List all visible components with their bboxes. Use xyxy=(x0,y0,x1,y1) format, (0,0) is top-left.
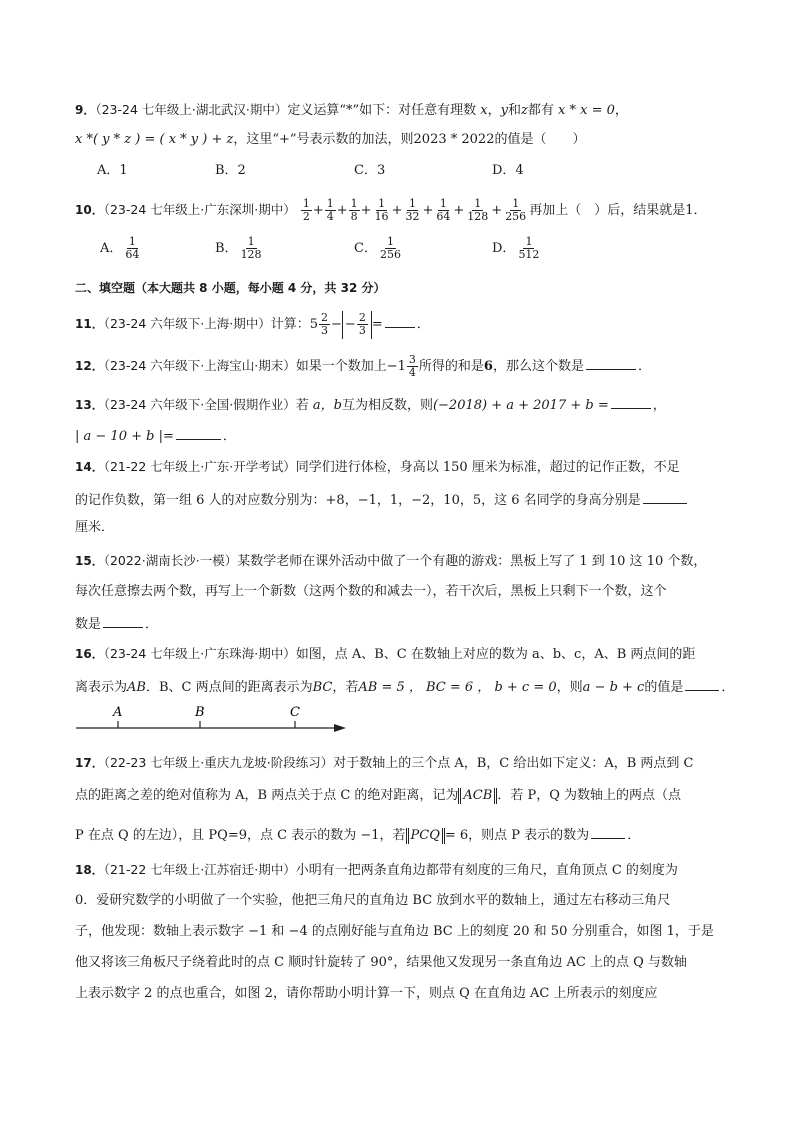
option-d[interactable]: D． $\frac{1}{512}$ xyxy=(492,235,540,261)
var-y: y xyxy=(500,103,509,118)
question-source: （23-24 六年级下·上海·期中） xyxy=(103,316,271,331)
answer-blank[interactable] xyxy=(611,395,651,409)
mixed-whole: −1 xyxy=(386,359,406,374)
q9-text2: 都有 xyxy=(527,103,554,118)
q9-text: 定义运算“*”如下：对任意有理数 xyxy=(287,103,477,118)
fraction: $\frac{1}{2}$ xyxy=(302,197,310,223)
fraction: $\frac{1}{128}$ xyxy=(467,197,489,223)
var-x: x xyxy=(480,103,488,118)
absolute-distance: PCQ xyxy=(406,828,445,844)
q17-line2 xyxy=(75,788,681,804)
expression: (−2018) + a + 2017 + b = xyxy=(432,398,609,413)
question-source: （22-23 七年级上·重庆九龙坡·阶段练习） xyxy=(103,755,334,770)
q17-line1 xyxy=(75,755,694,772)
question-number: 14． xyxy=(75,460,104,474)
absolute-value: − $\frac{2}{3}$ xyxy=(342,311,372,339)
fraction: $\frac{1}{64}$ xyxy=(436,197,451,223)
conditions: AB = 5 ， BC = 6 ， b + c = 0 xyxy=(358,680,557,695)
variables: a，b xyxy=(312,398,342,413)
answer-blank[interactable] xyxy=(586,356,636,370)
q18-line2: 0．爱研究数学的小明做了一个实验，他把三角尺的直角边 BC 放到水平的数轴上，通过左右移动三角尺 xyxy=(75,893,671,908)
fraction: $\frac{1}{32}$ xyxy=(405,197,420,223)
question-source: （23-24 七年级上·广东珠海·期中） xyxy=(103,646,296,661)
expression: 2023 * 2022 xyxy=(413,132,495,147)
fraction: $\frac{2}{3}$ xyxy=(321,311,328,337)
q15-line2: 每次任意擦去两个数，再写上一个新数（这两个数的和减去一），若干次后，黑板上只剩下一个数，这个 xyxy=(75,584,667,599)
answer-blank[interactable] xyxy=(176,426,221,440)
question-number: 11． xyxy=(75,317,104,331)
q14-text: 同学们进行体检，身高以 150 厘米为标准，超过的记作正数，不足 xyxy=(295,460,680,475)
q17-text: 点的距离之差的绝对值称为 A，B 两点关于点 C 的绝对距离，记为 xyxy=(75,788,459,803)
option-b[interactable]: B．2 xyxy=(215,163,246,178)
expression: a − b + c xyxy=(582,680,645,695)
q15-text: 某数学老师在课外活动中做了一个有趣的游戏：黑板上写了 1 到 10 这 10 个数， xyxy=(237,554,707,569)
answer-blank[interactable] xyxy=(591,825,625,839)
q12-text2: 所得的和是 xyxy=(418,359,484,374)
question-source: （21-22 七年级上·江苏宿迁·期中） xyxy=(103,862,296,877)
question-number: 18． xyxy=(75,863,104,877)
point-label-b: B xyxy=(195,705,205,720)
question-number: 12． xyxy=(75,359,104,373)
point-label-c: C xyxy=(290,705,300,720)
q11-line: 11．（23-24 六年级下·上海·期中）计算：5 $\frac{2}{3}$ − − $\frac{2}{3}$ = ． xyxy=(75,311,430,337)
question-number: 15． xyxy=(75,554,104,568)
q16-line1 xyxy=(75,646,695,663)
segment-bc: BC xyxy=(312,680,333,695)
q16-text: ，若 xyxy=(332,680,359,695)
q9-and: 和 xyxy=(508,103,522,118)
q18-line1 xyxy=(75,862,678,879)
q18-line4: 他又将该三角板尺子绕着此时的点 C 顺时针旋转了 90°，结果他又发现另一条直角边 AC 上的点 Q 与数轴 xyxy=(75,955,687,970)
q9-line2 xyxy=(75,132,585,148)
q13-line1: 13．（23-24 六年级下·全国·假期作业）若 a，b互为相反数，则(−2018) + a + 2017 + b = ， xyxy=(75,397,666,413)
q15-text: 数是 xyxy=(75,617,102,632)
q9-text3: ，这里“+”号表示数的加法，则 xyxy=(233,132,414,147)
q14-line2 xyxy=(75,490,689,509)
q12-text3: ，那么这个数是 xyxy=(492,359,584,374)
segment-ab: AB xyxy=(127,680,146,695)
fraction: $\frac{1}{16}$ xyxy=(374,197,389,223)
point-label-a: A xyxy=(113,705,123,720)
question-source: （2022·湖南长沙·一模） xyxy=(103,553,238,568)
q17-text: = 6，则点 P 表示的数为 xyxy=(444,828,590,843)
q17-text: ．若 P，Q 为数轴上的两点（点 xyxy=(497,788,681,803)
fraction: $\frac{1}{8}$ xyxy=(350,197,358,223)
question-source: （23-24 七年级上·湖北武汉·期中） xyxy=(95,102,288,117)
q10-line: 10．（23-24 七年级上·广东深圳·期中） $\frac{1}{2}$ + $\frac{1}{4}$ + $\frac{1}{8}$ + $\frac{1}{16}$ + $\frac{1}{32}$ + $\frac{1}{64}$ + $\frac{1}{128}$ + $\frac{1}{256}$ 再加上（ ）后，结果就是1． xyxy=(75,197,707,223)
fraction: $\frac{3}{4}$ xyxy=(408,353,416,379)
q18-line3: 子，他发现：数轴上表示数字 −1 和 −4 的点刚好能与直角边 BC 上的刻度 20 和 50 分别重合，如图 1，于是 xyxy=(75,924,714,939)
mixed-whole: 5 xyxy=(309,317,318,332)
q16-text: ．B、C 两点间的距离表示为 xyxy=(145,680,313,695)
q15-line3: 数是 ． xyxy=(75,614,158,633)
question-number: 13． xyxy=(75,398,104,412)
question-number: 16． xyxy=(75,647,104,661)
q12-line: 12．（23-24 六年级下·上海宝山·期末）如果一个数加上−1 $\frac{3}{4}$ 所得的和是6，那么这个数是 ． xyxy=(75,353,651,379)
expression: | a − 10 + b |= xyxy=(75,429,174,444)
number-line-figure xyxy=(70,700,360,740)
formula: x *( y * z ) = ( x * y ) + z xyxy=(75,132,234,147)
q16-text: 离表示为 xyxy=(75,680,128,695)
option-b[interactable]: B． $\frac{1}{128}$ xyxy=(215,235,262,261)
q9-line1: 9．（23-24 七年级上·湖北武汉·期中）定义运算“*”如下：对任意有理数 x，y和z都有 x * x = 0， xyxy=(75,102,628,118)
question-source: （23-24 七年级上·广东深圳·期中） xyxy=(103,202,296,217)
absolute-distance: ACB xyxy=(458,788,497,804)
section-heading: 二、填空题（本大题共 8 小题，每小题 4 分，共 32 分） xyxy=(75,281,386,295)
q15-line1 xyxy=(75,553,706,570)
answer-blank[interactable] xyxy=(643,490,687,504)
q9-text4: 的值是（ ） xyxy=(494,132,586,147)
q16-text: 的值是 xyxy=(644,680,684,695)
question-number: 17． xyxy=(75,756,104,770)
q17-text: P 在点 Q 的左边），且 PQ=9，点 C 表示的数为 −1，若 xyxy=(75,828,406,843)
fraction: $\frac{1}{256}$ xyxy=(505,197,527,223)
option-d[interactable]: D．4 xyxy=(492,163,524,178)
q18-line5: 上表示数字 2 的点也重合，如图 2，请你帮助小明计算一下，则点 Q 在直角边 AC 上所表示的刻度应 xyxy=(75,986,658,1001)
q13-text: 若 xyxy=(295,398,309,413)
question-source: （21-22 七年级上·广东·开学考试） xyxy=(103,459,296,474)
answer-blank[interactable] xyxy=(103,614,143,628)
q12-text: 如果一个数加上 xyxy=(295,359,387,374)
formula: x * x = 0 xyxy=(558,103,615,118)
question-number: 10． xyxy=(75,203,104,217)
q13-text2: 互为相反数，则 xyxy=(341,398,433,413)
question-number: 9． xyxy=(75,103,96,117)
question-source: （23-24 六年级下·上海宝山·期末） xyxy=(103,358,296,373)
answer-blank[interactable] xyxy=(385,314,415,328)
value: 6 xyxy=(483,359,493,374)
q16-line2: 离表示为AB．B、C 两点间的距离表示为BC，若AB = 5 ， BC = 6 ， b + c = 0，则a − b + c的值是 ． xyxy=(75,677,734,696)
option-a[interactable]: A．1 xyxy=(97,163,128,178)
arrow-icon xyxy=(334,724,346,732)
q14-line3: 厘米． xyxy=(75,520,115,535)
q13-line2: | a − 10 + b |= ． xyxy=(75,426,236,445)
q17-line3: P 在点 Q 的左边），且 PQ=9，点 C 表示的数为 −1，若 PCQ = 6，则点 P 表示的数为 ． xyxy=(75,825,640,844)
option-c[interactable]: C． $\frac{1}{256}$ xyxy=(354,235,401,261)
fraction: $\frac{1}{4}$ xyxy=(326,197,334,223)
q14-text: 的记作负数，第一组 6 人的对应数分别为：+8，−1，1，−2，10，5，这 6 名同学的身高分别是 xyxy=(75,493,641,508)
equals: = xyxy=(371,317,383,332)
option-c[interactable]: C．3 xyxy=(354,163,386,178)
question-source: （23-24 六年级下·全国·假期作业） xyxy=(103,397,296,412)
var-z: z xyxy=(521,103,528,118)
q16-text: 如图，点 A、B、C 在数轴上对应的数为 a、b、c，A、B 两点间的距 xyxy=(295,647,696,662)
q17-text: 对于数轴上的三个点 A，B，C 给出如下定义：A，B 两点到 C xyxy=(333,756,694,771)
answer-blank[interactable] xyxy=(685,677,719,691)
q14-line1 xyxy=(75,459,680,476)
q18-text: 小明有一把两条直角边都带有刻度的三角尺，直角顶点 C 的刻度为 xyxy=(295,863,678,878)
q10-text: 再加上（ ）后，结果就是1． xyxy=(529,203,707,218)
option-a[interactable]: A． $\frac{1}{64}$ xyxy=(100,235,140,261)
minus: − xyxy=(331,317,342,332)
q16-text: ，则 xyxy=(556,680,583,695)
q11-text: 计算： xyxy=(270,317,310,332)
